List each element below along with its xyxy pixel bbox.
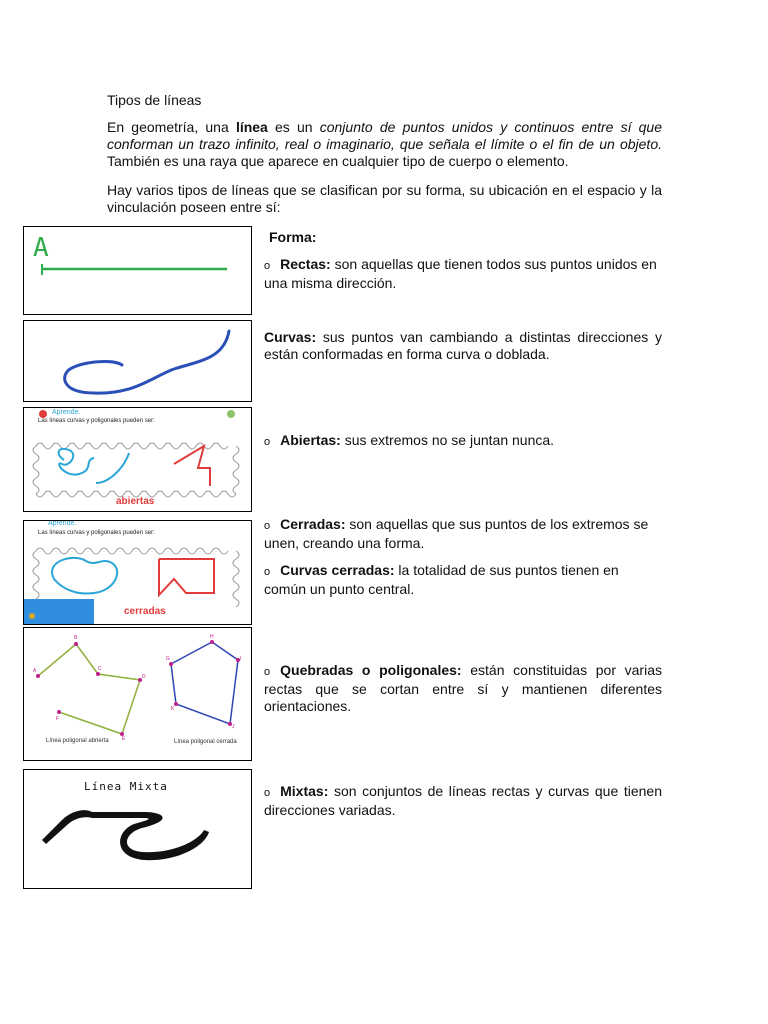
bullet-abiertas: o [264,436,271,448]
open-poly-caption: Línea poligonal abrierta [46,738,109,744]
bullet-cerradas: o [264,520,271,532]
intro-prefix: En geometría, una [107,119,236,135]
forma-heading-text: Forma: [269,229,317,245]
image-mixed-line [23,769,252,889]
closed-poly-label-h: H [210,634,214,640]
item-mixtas [264,783,662,819]
item-abiertas [264,432,664,451]
intro-paragraph [107,119,662,170]
page-title: Tipos de líneas [107,92,202,108]
open-header-label: Aprende. [52,409,81,416]
closed-poly-caption: Línea poligonal cerrada [174,739,237,745]
closed-poly-label-k: K [171,706,175,712]
mixed-line-title: Línea Mixta [84,780,168,793]
types-paragraph: Hay varios tipos de líneas que se clasifican por su forma, su ubicación en el espacio y la vinculación poseen entre sí: [107,182,662,215]
mixtas-term: Mixtas: [280,783,329,799]
abiertas-term: Abiertas: [280,432,341,448]
quebradas-text: están constituidas por varias rectas que se cortan entre sí y mantienen diferentes orientaciones. [264,662,662,714]
abiertas-text: sus extremos no se juntan nunca. [340,432,555,448]
image-open-lines [23,407,252,512]
item-curvas [264,329,662,363]
rectas-term: Rectas: [280,256,331,272]
closed-poly-label-g: G [166,656,170,662]
item-rectas [264,256,664,292]
curvas-text: sus puntos van cambiando a distintas direcciones y están conformadas en forma curva o doblada. [264,329,662,362]
curvas-cerradas-term: Curvas cerradas: [280,562,395,578]
open-caption: abiertas [116,496,155,507]
open-poly-label-a: A [33,668,37,674]
open-poly-label-f: F [56,716,60,722]
open-poly-label-d: D [142,674,146,680]
closed-header-label: Aprende. [48,520,77,527]
curve-drawing [24,321,251,401]
bullet-quebradas: o [264,666,271,678]
image-straight-line [23,226,252,315]
curvas-term: Curvas: [264,329,317,345]
bullet-curvas-cerradas: o [264,566,271,578]
item-quebradas [264,662,662,715]
rectas-text: son aquellas que tienen todos sus puntos unidos en una misma dirección. [264,256,657,291]
cerradas-text: son aquellas que sus puntos de los extremos se unen, creando una forma. [264,516,649,551]
open-poly-label-c: C [98,666,102,672]
image-closed-lines [23,520,252,625]
intro-mid: es un [267,119,320,135]
intro-suffix: También es una raya que aparece en cualquier tipo de cuerpo o elemento. [107,153,569,169]
image-polygonal-lines [23,627,252,761]
cerradas-term: Cerradas: [280,516,346,532]
item-cerradas [264,516,664,552]
curvas-cerradas-text: la totalidad de sus puntos tienen en común un punto central. [264,562,619,597]
open-poly-label-b: B [74,635,78,641]
forma-heading [269,229,316,246]
open-poly-label-e: E [122,736,126,742]
bullet-rectas: o [264,260,271,272]
bullet-mixtas: o [264,787,271,799]
closed-poly-label-i: I [240,656,242,662]
quebradas-term: Quebradas o poligonales: [280,662,462,678]
item-curvas-cerradas [264,562,664,598]
closed-subtitle-label: Las líneas curvas y poligonales pueden ser: [38,530,155,536]
closed-poly-label-j: J [232,724,235,730]
image-curve-line [23,320,252,402]
intro-term: línea [235,119,268,135]
closed-caption: cerradas [124,606,166,617]
intro-italic: conjunto de puntos unidos y continuos entre sí que conforman un trazo infinito, real o imaginario, que señala el límite o el fin de un objeto. [107,119,663,152]
straight-line-drawing [24,227,251,314]
letter-a-label: A [33,233,49,263]
open-subtitle-label: Las líneas curvas y poligonales pueden ser: [38,418,155,424]
mixtas-text: son conjuntos de líneas rectas y curvas que tienen direcciones variadas. [264,783,662,818]
